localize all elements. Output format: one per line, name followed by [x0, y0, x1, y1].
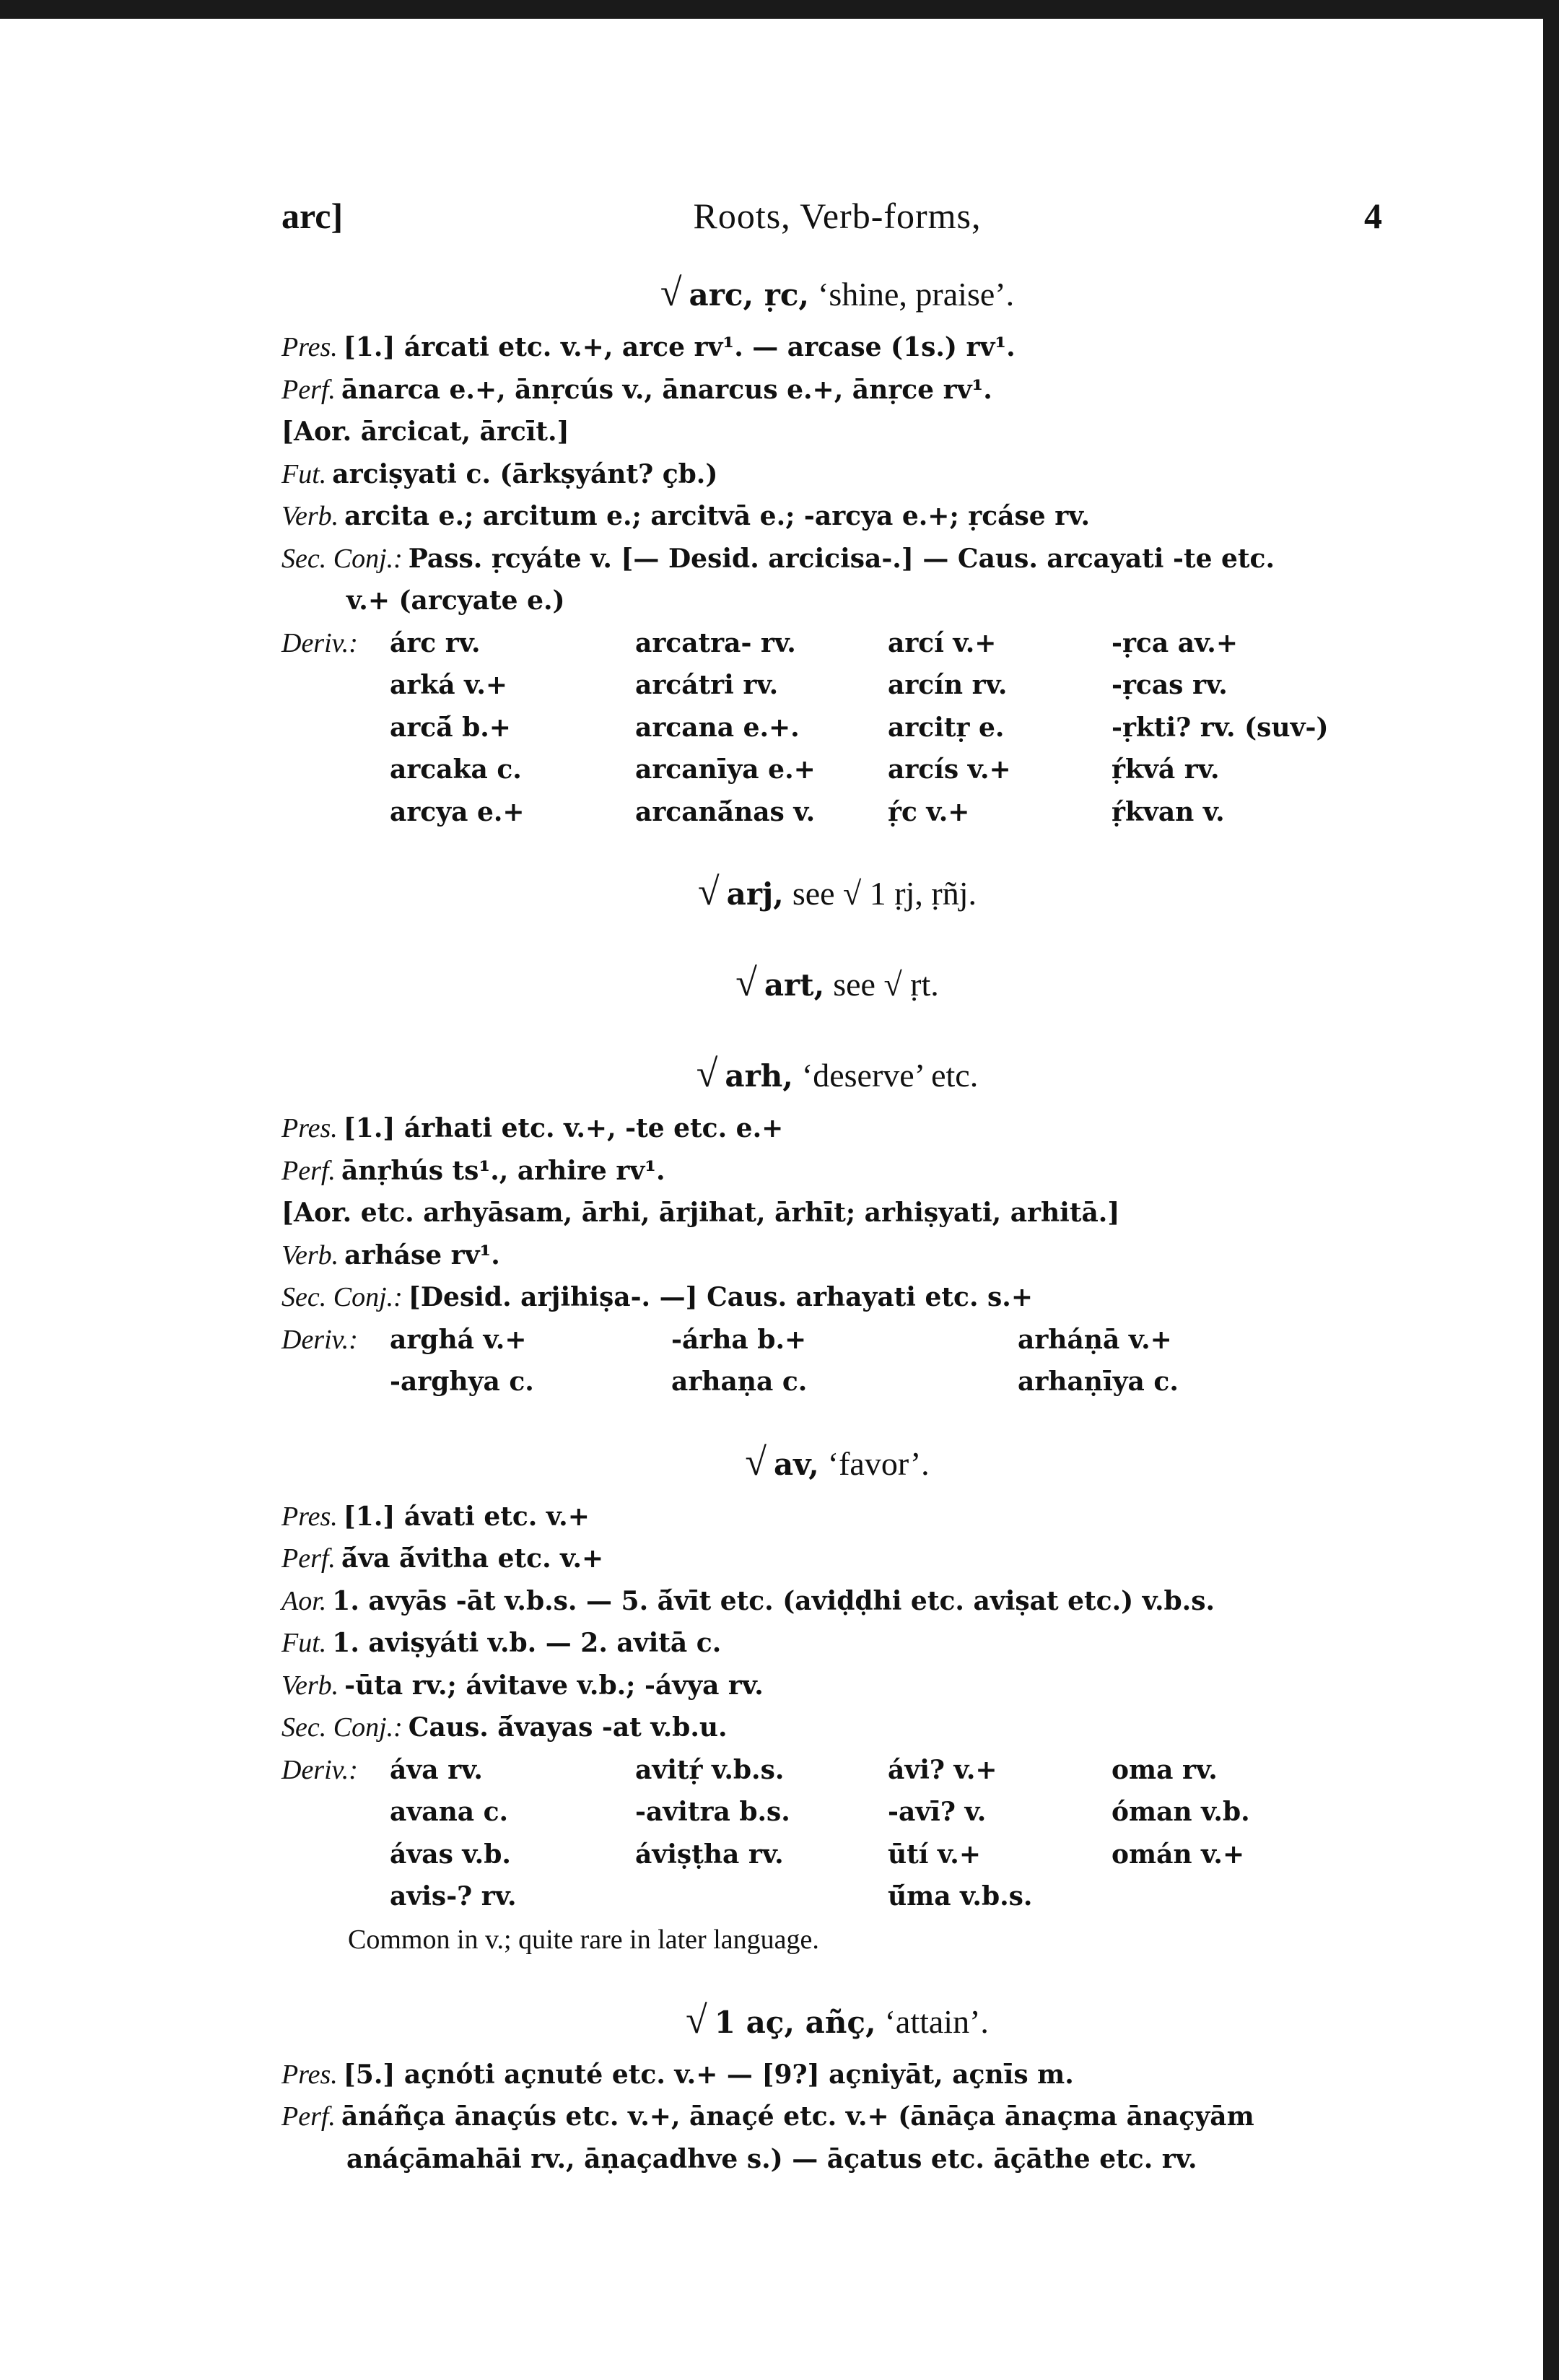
- derivative: arcanā́nas v.: [635, 796, 816, 827]
- root-name: arc, ṛc,: [689, 277, 810, 313]
- root-heading: [281, 953, 1393, 1015]
- radical-sign: √: [698, 870, 720, 913]
- root-gloss: see √ 1 ṛj, ṛñj.: [792, 875, 977, 912]
- form-line: [281, 1665, 1393, 1707]
- derivative: arcya e.+: [390, 796, 525, 827]
- derivative: oma rv.: [1112, 1754, 1218, 1785]
- form-text: arháse rv¹.: [344, 1239, 500, 1270]
- derivative: -ṛcas rv.: [1112, 670, 1228, 700]
- form-text: arciṣyati c. (ārkṣyánt? çb.): [332, 458, 718, 489]
- form-text: anáçāmahāi rv., āṇaçadhve s.) — āçatus etc. āçāthe etc. rv.: [346, 2143, 1197, 2174]
- root-name: arj,: [726, 876, 784, 912]
- deriv-label: Deriv.:: [281, 1754, 358, 1785]
- radical-sign: √: [735, 961, 757, 1004]
- derivative: ávi? v.+: [888, 1754, 997, 1785]
- entries: [281, 263, 1393, 2180]
- form-label: Perf.: [281, 1543, 336, 1574]
- derivative: arghá v.+: [390, 1324, 527, 1355]
- deriv-spacer: [281, 1361, 390, 1403]
- usage-note: Common in v.; quite rare in later language.: [348, 1924, 819, 1955]
- root-name: arh,: [725, 1058, 793, 1094]
- form-label: Perf.: [281, 1155, 336, 1186]
- form-label: Pres.: [281, 1113, 338, 1143]
- derivative: avis-? rv.: [390, 1881, 517, 1912]
- form-line: [281, 495, 1393, 538]
- form-text: ānṛhús ts¹., arhire rv¹.: [341, 1155, 665, 1186]
- page-number: 4: [1364, 196, 1382, 236]
- root-name: av,: [773, 1446, 819, 1482]
- form-line: [281, 1538, 1393, 1580]
- derivative: omán v.+: [1112, 1839, 1245, 1870]
- form-line: [281, 1234, 1393, 1277]
- deriv-label: Deriv.:: [281, 1324, 358, 1355]
- deriv-label: Deriv.:: [281, 627, 358, 658]
- derivative: -árha b.+: [671, 1324, 807, 1355]
- form-label: Pres.: [281, 1501, 338, 1532]
- root-heading: [281, 1044, 1393, 1106]
- derivative: arhaṇa c.: [671, 1366, 808, 1397]
- form-text: -ūta rv.; ávitave v.b.; -ávya rv.: [344, 1670, 764, 1701]
- deriv-spacer: [281, 1834, 390, 1876]
- form-label: Aor.: [281, 1585, 327, 1616]
- running-head-left: arc]: [281, 196, 344, 236]
- root-gloss: see √ ṛt.: [833, 966, 939, 1003]
- derivative: arcátri rv.: [635, 670, 779, 700]
- radical-sign: √: [745, 1439, 767, 1483]
- form-line: [281, 2096, 1393, 2138]
- root-heading: [281, 263, 1393, 325]
- form-text: [1.] ávati etc. v.+: [343, 1501, 590, 1532]
- scan-top-edge: [0, 0, 1559, 19]
- root-entry: [281, 1432, 1393, 1961]
- derivative: [1112, 1875, 1393, 1918]
- form-line: [281, 538, 1393, 580]
- form-line: [281, 1580, 1393, 1623]
- form-label: Perf.: [281, 2101, 336, 2132]
- derivative: arcā́ b.+: [390, 712, 511, 743]
- page: [281, 195, 1393, 2209]
- derivative: óman v.b.: [1112, 1797, 1250, 1827]
- derivative: avana c.: [390, 1797, 509, 1827]
- form-line: [281, 453, 1393, 496]
- derivative: arcanīya e.+: [635, 754, 816, 785]
- root-entry: [281, 1044, 1393, 1403]
- deriv-spacer: [281, 791, 390, 834]
- form-text: [1.] árcati etc. v.+, arce rv¹. — arcase (1s.) rv¹.: [343, 332, 1016, 362]
- form-label: Perf.: [281, 374, 336, 405]
- derivative: -ṛca av.+: [1112, 627, 1239, 658]
- form-text: 1. avyās -āt v.b.s. — 5. ā́vīt etc. (aviḍḍhi etc. aviṣat etc.) v.b.s.: [332, 1585, 1215, 1616]
- deriv-spacer: [281, 1791, 390, 1834]
- derivative: arháṇā v.+: [1018, 1324, 1172, 1355]
- form-line: [281, 1622, 1393, 1665]
- form-line: [281, 580, 1393, 622]
- deriv-spacer: [281, 664, 390, 707]
- scan-right-edge: [1543, 0, 1559, 2380]
- form-line: [281, 1150, 1393, 1193]
- derivative: ṛ́kvan v.: [1112, 796, 1225, 827]
- form-text: v.+ (arcyate e.): [346, 585, 565, 616]
- form-label: Verb.: [281, 1670, 339, 1701]
- form-text: ānáñça ānaçús etc. v.+, ānaçé etc. v.+ (ānāça ānaçma ānaçyām: [341, 2101, 1254, 2132]
- derivative: arcí v.+: [888, 627, 997, 658]
- form-label: Fut.: [281, 458, 327, 489]
- deriv-spacer: [281, 707, 390, 749]
- derivatives-table: [281, 622, 1393, 834]
- derivative: ávas v.b.: [390, 1839, 511, 1870]
- form-line: [281, 2054, 1393, 2096]
- form-text: 1. aviṣyáti v.b. — 2. avitā c.: [332, 1628, 722, 1658]
- root-heading: [281, 1432, 1393, 1494]
- form-label: Verb.: [281, 1239, 339, 1270]
- form-line: [281, 1706, 1393, 1749]
- derivative: árc rv.: [390, 627, 481, 658]
- derivative: -avitra b.s.: [635, 1797, 790, 1827]
- radical-sign: √: [660, 271, 682, 314]
- derivatives-table: [281, 1319, 1393, 1403]
- derivative: ū́ma v.b.s.: [888, 1881, 1033, 1912]
- root-name: 1 aç, añç,: [714, 2004, 876, 2040]
- root-gloss: ‘attain’.: [884, 2002, 989, 2040]
- running-head: [281, 195, 1393, 253]
- form-text: Caus. ā́vayas -at v.b.u.: [408, 1712, 728, 1743]
- form-text: [Aor. ārcicat, ārcīt.]: [281, 417, 569, 447]
- derivative: ūtí v.+: [888, 1839, 982, 1870]
- derivative: -ṛkti? rv. (suv-): [1112, 712, 1329, 743]
- form-text: [Desid. arjihiṣa-. —] Caus. arhayati etc. s.+: [408, 1282, 1033, 1312]
- root-gloss: ‘favor’.: [827, 1444, 930, 1482]
- derivative: arcana e.+.: [635, 712, 800, 743]
- derivative: áviṣṭha rv.: [635, 1839, 784, 1870]
- form-label: Verb.: [281, 501, 339, 531]
- derivative: ṛ́kvá rv.: [1112, 754, 1220, 785]
- form-text: [1.] árhati etc. v.+, -te etc. e.+: [343, 1113, 784, 1143]
- form-line: [281, 1496, 1393, 1538]
- form-label: Fut.: [281, 1628, 327, 1658]
- form-label: Sec. Conj.:: [281, 543, 403, 574]
- derivative: arká v.+: [390, 670, 508, 700]
- form-line: [281, 2138, 1393, 2181]
- form-text: [5.] açnóti açnuté etc. v.+ — [9?] açniyāt, açnīs m.: [343, 2059, 1074, 2090]
- derivatives-table: [281, 1749, 1393, 1918]
- deriv-spacer: [281, 1875, 390, 1918]
- form-label: Sec. Conj.:: [281, 1282, 403, 1312]
- derivative: arcaka c.: [390, 754, 522, 785]
- derivative: arcatra- rv.: [635, 627, 796, 658]
- form-text: [Aor. etc. arhyāsam, ārhi, ārjihat, ārhīt; arhiṣyati, arhitā.]: [281, 1198, 1120, 1228]
- derivative: arhaṇīya c.: [1018, 1366, 1179, 1397]
- running-head-title: Roots, Verb-forms,: [693, 196, 982, 236]
- form-text: ā́va ā́vitha etc. v.+: [341, 1543, 604, 1574]
- form-label: Sec. Conj.:: [281, 1712, 403, 1743]
- root-entry: [281, 1990, 1393, 2181]
- form-line: [281, 326, 1393, 369]
- form-line: [281, 1276, 1393, 1319]
- form-text: Pass. ṛcyáte v. [— Desid. arcicisa-.] — Caus. arcayati -te etc.: [408, 543, 1275, 574]
- derivative: arcís v.+: [888, 754, 1011, 785]
- form-line: [281, 1107, 1393, 1150]
- form-text: arcita e.; arcitum e.; arcitvā e.; -arcya e.+; ṛcáse rv.: [344, 501, 1090, 531]
- radical-sign: √: [686, 1997, 707, 2041]
- root-gloss: ‘deserve’ etc.: [801, 1057, 979, 1094]
- derivative: -arghya c.: [390, 1366, 534, 1397]
- form-line: [281, 1192, 1393, 1234]
- derivative: [635, 1875, 888, 1918]
- form-text: ānarca e.+, ānṛcús v., ānarcus e.+, ānṛce rv¹.: [341, 374, 992, 405]
- form-line: [281, 369, 1393, 411]
- root-gloss: ‘shine, praise’.: [818, 276, 1015, 313]
- root-heading: [281, 1990, 1393, 2052]
- form-label: Pres.: [281, 332, 338, 362]
- derivative: arcín rv.: [888, 670, 1008, 700]
- root-heading: [281, 862, 1393, 924]
- root-entry: [281, 953, 1393, 1015]
- derivative: arcitṛ e.: [888, 712, 1005, 743]
- root-entry: [281, 862, 1393, 924]
- form-line: [281, 411, 1393, 453]
- radical-sign: √: [696, 1052, 718, 1095]
- derivative: ṛ́c v.+: [888, 796, 970, 827]
- root-name: art,: [764, 967, 825, 1003]
- deriv-spacer: [281, 749, 390, 791]
- form-label: Pres.: [281, 2059, 338, 2090]
- derivative: avitṛ́ v.b.s.: [635, 1754, 785, 1785]
- derivative: áva rv.: [390, 1754, 483, 1785]
- derivative: -avī? v.: [888, 1797, 987, 1827]
- root-entry: [281, 263, 1393, 833]
